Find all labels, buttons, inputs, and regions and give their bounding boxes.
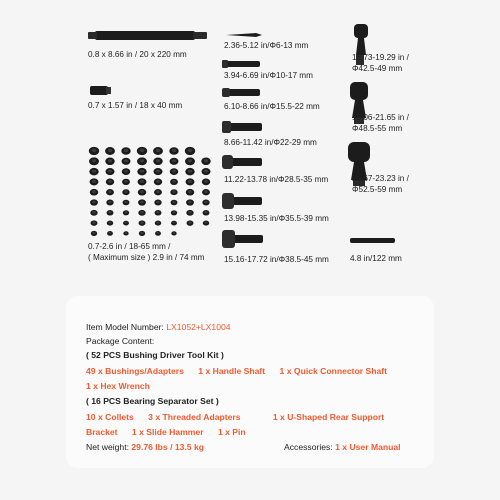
bushing-hole bbox=[173, 232, 175, 234]
model-value: LX1052+LX1004 bbox=[166, 322, 231, 332]
bushing-hole bbox=[172, 190, 175, 193]
model-row bbox=[86, 322, 231, 332]
bushing-hole bbox=[204, 201, 207, 204]
bushing-hole bbox=[92, 159, 96, 162]
bushing-hole bbox=[156, 201, 159, 204]
bushing-hole bbox=[188, 159, 192, 162]
bushings-size-line2: ( Maximum size ) 2.9 in / 74 mm bbox=[88, 253, 205, 262]
collet-4-image bbox=[222, 121, 262, 133]
kit1-hex-wrench: 1 x Hex Wrench bbox=[86, 381, 150, 391]
bushing-hole bbox=[124, 159, 128, 162]
bushing-hole bbox=[156, 190, 160, 193]
bushing-hole bbox=[140, 221, 143, 223]
collet-7-image bbox=[222, 230, 263, 248]
package-label: Package Content: bbox=[86, 336, 155, 346]
collet-7-size: 15.16-17.72 in/Φ38.5-45 mm bbox=[224, 255, 329, 264]
bushing-hole bbox=[124, 180, 128, 183]
kit2-bracket: Bracket bbox=[86, 427, 118, 437]
bushing-hole bbox=[108, 201, 111, 204]
bushing-hole bbox=[141, 232, 144, 234]
kit1-items-row bbox=[86, 366, 387, 376]
bushing-hole bbox=[205, 221, 208, 223]
kit1-bushings: 49 x Bushings/Adapters bbox=[86, 366, 184, 376]
bushing-hole bbox=[125, 222, 128, 224]
collet-3-size: 6.10-8.66 in/Φ15.5-22 mm bbox=[224, 102, 320, 111]
bushing-hole bbox=[92, 149, 97, 153]
collet-5-size: 11.22-13.78 in/Φ28.5-35 mm bbox=[224, 175, 329, 184]
bushing-hole bbox=[108, 180, 112, 183]
bushing-hole bbox=[204, 211, 207, 213]
bushing-hole bbox=[140, 190, 144, 193]
kit2-collets: 10 x Collets bbox=[86, 412, 134, 422]
bushing-hole bbox=[140, 201, 144, 204]
weight-row bbox=[86, 442, 204, 452]
pin-image bbox=[350, 238, 395, 243]
bushing-hole bbox=[156, 180, 160, 183]
bushing-hole bbox=[204, 190, 208, 193]
bushing-hole bbox=[92, 169, 96, 172]
accessories-row bbox=[284, 442, 401, 452]
bushing-hole bbox=[140, 149, 145, 153]
bushing-hole bbox=[140, 180, 144, 183]
bushing-hole bbox=[188, 190, 192, 193]
bushing-hole bbox=[188, 211, 191, 214]
short-connector-shaft-image bbox=[90, 86, 111, 95]
bushing-hole bbox=[125, 211, 128, 213]
bushing-hole bbox=[188, 221, 191, 223]
specification-panel bbox=[66, 296, 434, 468]
bushing-hole bbox=[108, 211, 111, 213]
bushing-hole bbox=[140, 211, 143, 214]
bushing-hole bbox=[172, 180, 176, 183]
weight-value: 29.76 lbs / 13.5 kg bbox=[131, 442, 205, 452]
bushing-hole bbox=[108, 190, 112, 193]
weight-label: Net weight: bbox=[86, 442, 129, 452]
kit2-slide-hammer: 1 x Slide Hammer bbox=[131, 427, 204, 437]
collet-1-image bbox=[226, 33, 262, 37]
large-collet-2-size-a: 19.06-21.65 in / bbox=[352, 113, 409, 122]
bushing-hole bbox=[188, 169, 192, 172]
large-collet-1-size-a: 16.73-19.29 in / bbox=[352, 53, 409, 62]
bushing-hole bbox=[204, 170, 208, 173]
bushing-hole bbox=[156, 211, 159, 213]
bushing-hole bbox=[109, 221, 112, 223]
bushing-hole bbox=[140, 159, 144, 162]
bushing-hole bbox=[108, 149, 112, 152]
bushing-hole bbox=[172, 201, 175, 203]
bushing-hole bbox=[204, 180, 208, 183]
kit2-rear-support: 1 x U-Shaped Rear Support bbox=[272, 412, 385, 422]
large-collet-3-size-b: Φ52.5-59 mm bbox=[352, 185, 403, 194]
collet-5-image bbox=[222, 155, 262, 169]
bushing-hole bbox=[173, 222, 176, 224]
bushing-hole bbox=[124, 149, 128, 152]
kit2-items-row bbox=[86, 412, 384, 422]
bushing-hole bbox=[108, 159, 112, 162]
collet-4-size: 8.66-11.42 in/Φ22-29 mm bbox=[224, 138, 317, 147]
bushing-hole bbox=[204, 159, 208, 162]
bushing-hole bbox=[92, 211, 95, 214]
bushing-hole bbox=[140, 169, 144, 172]
kit2-items-row-2 bbox=[86, 427, 246, 437]
large-collet-1-size-b: Φ42.5-49 mm bbox=[352, 64, 403, 73]
bushing-hole bbox=[188, 201, 192, 204]
bushing-hole bbox=[92, 180, 96, 183]
accessories-label: Accessories: bbox=[284, 442, 333, 452]
bushing-hole bbox=[124, 190, 127, 193]
accessories-value: 1 x User Manual bbox=[335, 442, 401, 452]
bushing-hole bbox=[157, 232, 160, 234]
kit2-threaded-adapters: 3 x Threaded Adapters bbox=[148, 412, 241, 422]
kit2-pin: 1 x Pin bbox=[217, 427, 246, 437]
bushings-size-line1: 0.7-2.6 in / 18-65 mm / bbox=[88, 242, 171, 251]
bushing-hole bbox=[172, 159, 176, 162]
bushing-hole bbox=[172, 149, 176, 152]
bushing-hole bbox=[92, 201, 96, 204]
kit2-title: ( 16 PCS Bearing Separator Set ) bbox=[86, 396, 219, 406]
collet-2-image bbox=[222, 60, 260, 68]
short-shaft-size: 0.7 x 1.57 in / 18 x 40 mm bbox=[88, 101, 183, 110]
collet-3-image bbox=[222, 88, 260, 97]
model-label: Item Model Number: bbox=[86, 322, 164, 332]
large-collet-2-size-b: Φ48.5-55 mm bbox=[352, 124, 403, 133]
bushing-hole bbox=[92, 221, 95, 223]
bushing-hole bbox=[188, 149, 193, 153]
collet-1-size: 2.36-5.12 in/Φ6-13 mm bbox=[224, 41, 309, 50]
bushings-adapters-image bbox=[89, 147, 211, 236]
bushing-hole bbox=[92, 190, 96, 193]
bushing-hole bbox=[157, 221, 160, 223]
collet-6-image bbox=[222, 193, 262, 209]
bushing-hole bbox=[172, 170, 176, 173]
bushing-hole bbox=[125, 232, 127, 234]
kit1-title: ( 52 PCS Bushing Driver Tool Kit ) bbox=[86, 350, 224, 360]
collet-2-size: 3.94-6.69 in/Φ10-17 mm bbox=[224, 71, 313, 80]
bushing-hole bbox=[124, 201, 127, 203]
bushing-hole bbox=[156, 149, 160, 152]
bushing-hole bbox=[156, 159, 160, 162]
collet-6-size: 13.98-15.35 in/Φ35.5-39 mm bbox=[224, 214, 329, 223]
bushing-hole bbox=[156, 170, 160, 173]
large-collet-3-size-a: 20.67-23.23 in / bbox=[352, 174, 409, 183]
bushing-hole bbox=[108, 170, 112, 173]
kit1-handle-shaft: 1 x Handle Shaft bbox=[198, 366, 266, 376]
bushing-hole bbox=[173, 211, 176, 213]
bushing-hole bbox=[124, 170, 128, 173]
pin-size: 4.8 in/122 mm bbox=[350, 254, 402, 263]
bushing-hole bbox=[109, 232, 112, 234]
bushing-hole bbox=[188, 180, 192, 183]
long-shaft-size: 0.8 x 8.66 in / 20 x 220 mm bbox=[88, 50, 187, 59]
long-handle-shaft-image bbox=[88, 31, 207, 40]
kit1-connector-shaft: 1 x Quick Connector Shaft bbox=[279, 366, 387, 376]
bushing-hole bbox=[93, 232, 96, 234]
